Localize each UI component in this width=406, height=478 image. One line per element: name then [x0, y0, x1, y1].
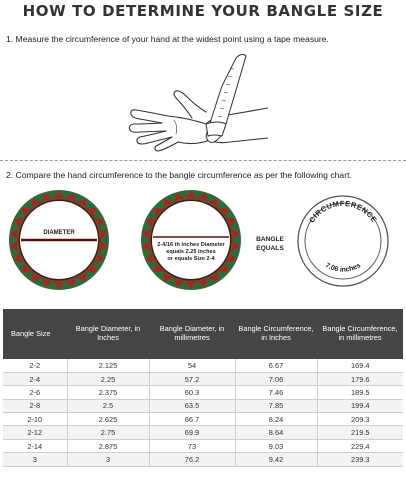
- step-1-instruction: 1. Measure the circumference of your hand at the widest point using a tape measure.: [6, 34, 329, 44]
- cell-size: 2-14: [3, 439, 67, 452]
- cell-circumference-in: 6.67: [235, 359, 317, 372]
- diameter-label: DIAMETER: [43, 230, 75, 236]
- cell-circumference-mm: 179.6: [317, 372, 403, 385]
- cell-diameter-mm: 76.2: [149, 453, 235, 466]
- page-title: HOW TO DETERMINE YOUR BANGLE SIZE: [22, 2, 384, 20]
- bangle-icon: [7, 188, 111, 292]
- cell-size: 2-2: [3, 359, 67, 372]
- cell-diameter-in: 2.625: [67, 413, 149, 426]
- bangle-equals-label: [251, 236, 289, 253]
- bangle-diameter-diagram: [7, 188, 111, 292]
- header-circumference-mm: Bangle Circumference, in millimetres: [317, 309, 403, 359]
- hand-tape-measure-illustration: [118, 46, 268, 154]
- table-row: [3, 426, 403, 439]
- circumference-label: CIRCUMFERENCE: [306, 198, 380, 225]
- cell-circumference-mm: 209.3: [317, 413, 403, 426]
- cell-diameter-in: 2.875: [67, 439, 149, 452]
- cell-diameter-mm: 54: [149, 359, 235, 372]
- cell-circumference-in: 7.06: [235, 372, 317, 385]
- cell-circumference-mm: 239.3: [317, 453, 403, 466]
- cell-diameter-in: 2.125: [67, 359, 149, 372]
- example-label: [153, 242, 229, 263]
- table-row: [3, 413, 403, 426]
- cell-circumference-mm: 229.4: [317, 439, 403, 452]
- cell-size: 2-12: [3, 426, 67, 439]
- header-diameter-inches: Bangle Diameter, in Inches: [67, 309, 149, 359]
- cell-diameter-in: 2.5: [67, 399, 149, 412]
- cell-circumference-in: 7.85: [235, 399, 317, 412]
- cell-diameter-in: 3: [67, 453, 149, 466]
- cell-diameter-mm: 60.3: [149, 386, 235, 399]
- step-2-instruction: 2. Compare the hand circumference to the bangle circumference as per the following chart.: [6, 170, 352, 180]
- table-row: [3, 439, 403, 452]
- cell-size: 2-8: [3, 399, 67, 412]
- cell-circumference-in: 8.24: [235, 413, 317, 426]
- cell-circumference-mm: 189.5: [317, 386, 403, 399]
- header-circumference-inches: Bangle Circumference, in Inches: [235, 309, 317, 359]
- cell-size: 2-6: [3, 386, 67, 399]
- table-header-row: [3, 309, 403, 359]
- example-label-line-3: or equals Size 2-4: [167, 255, 215, 262]
- table-row: [3, 386, 403, 399]
- cell-circumference-in: 8.64: [235, 426, 317, 439]
- cell-circumference-in: 9.03: [235, 439, 317, 452]
- bangle-size-table: [3, 309, 403, 467]
- bangle-example-diagram: [139, 188, 243, 292]
- svg-text:CIRCUMFERENCE: [307, 199, 379, 224]
- cell-diameter-mm: 69.9: [149, 426, 235, 439]
- cell-diameter-in: 2.75: [67, 426, 149, 439]
- cell-circumference-mm: 199.4: [317, 399, 403, 412]
- circumference-value: 7.06 inches: [324, 262, 362, 274]
- cell-diameter-in: 2.25: [67, 372, 149, 385]
- cell-diameter-in: 2.375: [67, 386, 149, 399]
- table-row: [3, 453, 403, 466]
- cell-diameter-mm: 63.5: [149, 399, 235, 412]
- cell-size: 2-4: [3, 372, 67, 385]
- section-divider: [0, 160, 406, 161]
- example-label-line-1: 2-4/16 th inches Diameter: [157, 242, 225, 248]
- example-label-line-2: equals 2.25 inches: [166, 248, 216, 255]
- cell-circumference-mm: 169.4: [317, 359, 403, 372]
- cell-size: 3: [3, 453, 67, 466]
- svg-text:7.06 inches: [324, 262, 362, 274]
- table-row: [3, 399, 403, 412]
- bangle-circumference-diagram: [294, 192, 392, 290]
- cell-circumference-mm: 219.5: [317, 426, 403, 439]
- bangle-icon: [139, 188, 243, 292]
- equals-line-1: BANGLE: [256, 236, 284, 243]
- cell-circumference-in: 9.42: [235, 453, 317, 466]
- cell-diameter-mm: 73: [149, 439, 235, 452]
- table-row: [3, 359, 403, 372]
- cell-circumference-in: 7.46: [235, 386, 317, 399]
- cell-diameter-mm: 57.2: [149, 372, 235, 385]
- table-row: [3, 372, 403, 385]
- cell-diameter-mm: 66.7: [149, 413, 235, 426]
- header-bangle-size: Bangle Size: [3, 309, 67, 359]
- cell-size: 2-10: [3, 413, 67, 426]
- equals-line-2: EQUALS: [256, 244, 284, 252]
- header-diameter-mm: Bangle Diameter, in millimetres: [149, 309, 235, 359]
